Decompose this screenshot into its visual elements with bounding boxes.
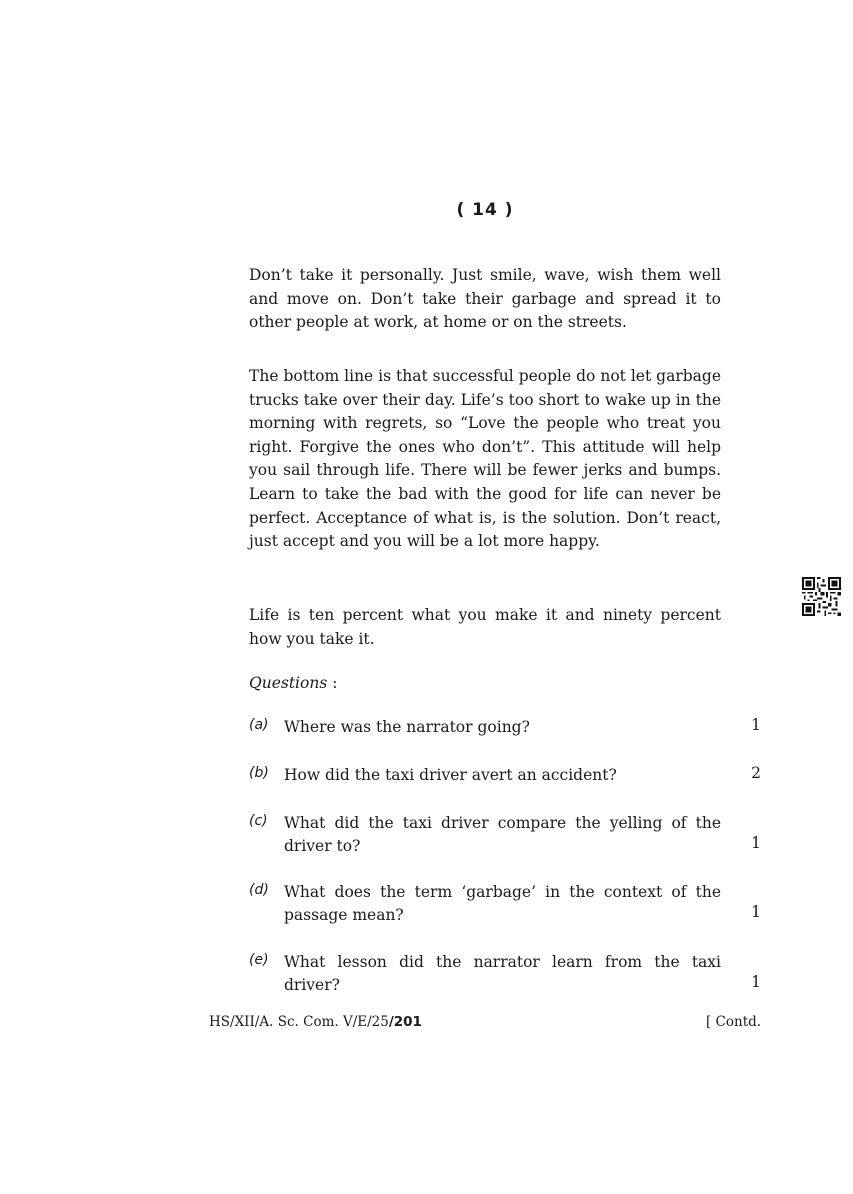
continued-marker: [ Contd. — [706, 1014, 762, 1030]
question-text: What did the taxi driver compare the yelling of the driver to? — [284, 814, 721, 855]
passage-paragraph-2: The bottom line is that successful people do not let garbage trucks take over their day. Life’s too short to wake up in the morning with regrets, so “Love the people who treat you right. Forgive the ones who don’t”. This attitude will help you sail through life. There will be fewer jerks and bumps. Learn to take the bad with the good for life can never be perfect. Acceptance of what is, is the solution. Don’t react, just accept and you will be a lot more happy. — [249, 367, 721, 551]
paper-code — [209, 1014, 422, 1030]
paper-code-suffix: /201 — [388, 1014, 422, 1030]
question-marks: 1 — [751, 903, 761, 921]
question-text: How did the taxi driver avert an accident? — [284, 766, 617, 784]
question-label: (a) — [249, 717, 269, 733]
passage-paragraph-1: Don’t take it personally. Just smile, wave, wish them well and move on. Don’t take their garbage and spread it to other people at work, at home or on the streets. — [249, 266, 721, 332]
question-marks: 2 — [751, 764, 761, 782]
question-marks: 1 — [751, 834, 761, 852]
questions-heading-text: Questions — [249, 674, 328, 692]
question-marks: 1 — [751, 716, 761, 734]
paper-code-prefix: HS/XII/A. Sc. Com. V/E/25 — [209, 1014, 389, 1030]
qr-code-icon — [802, 577, 841, 616]
questions-heading — [249, 674, 337, 692]
passage-paragraph-3: Life is ten percent what you make it and ninety percent how you take it. — [249, 606, 721, 648]
question-label: (b) — [249, 765, 269, 781]
questions-heading-colon: : — [332, 674, 338, 692]
question-marks: 1 — [751, 973, 761, 991]
question-text: Where was the narrator going? — [284, 718, 530, 736]
question-text: What lesson did the narrator learn from the taxi driver? — [284, 953, 721, 994]
question-label: (d) — [249, 882, 269, 898]
question-label: (e) — [249, 952, 269, 968]
question-label: (c) — [249, 813, 268, 829]
page-number: ( 14 ) — [456, 200, 514, 220]
question-text: What does the term ‘garbage’ in the context of the passage mean? — [284, 883, 721, 924]
